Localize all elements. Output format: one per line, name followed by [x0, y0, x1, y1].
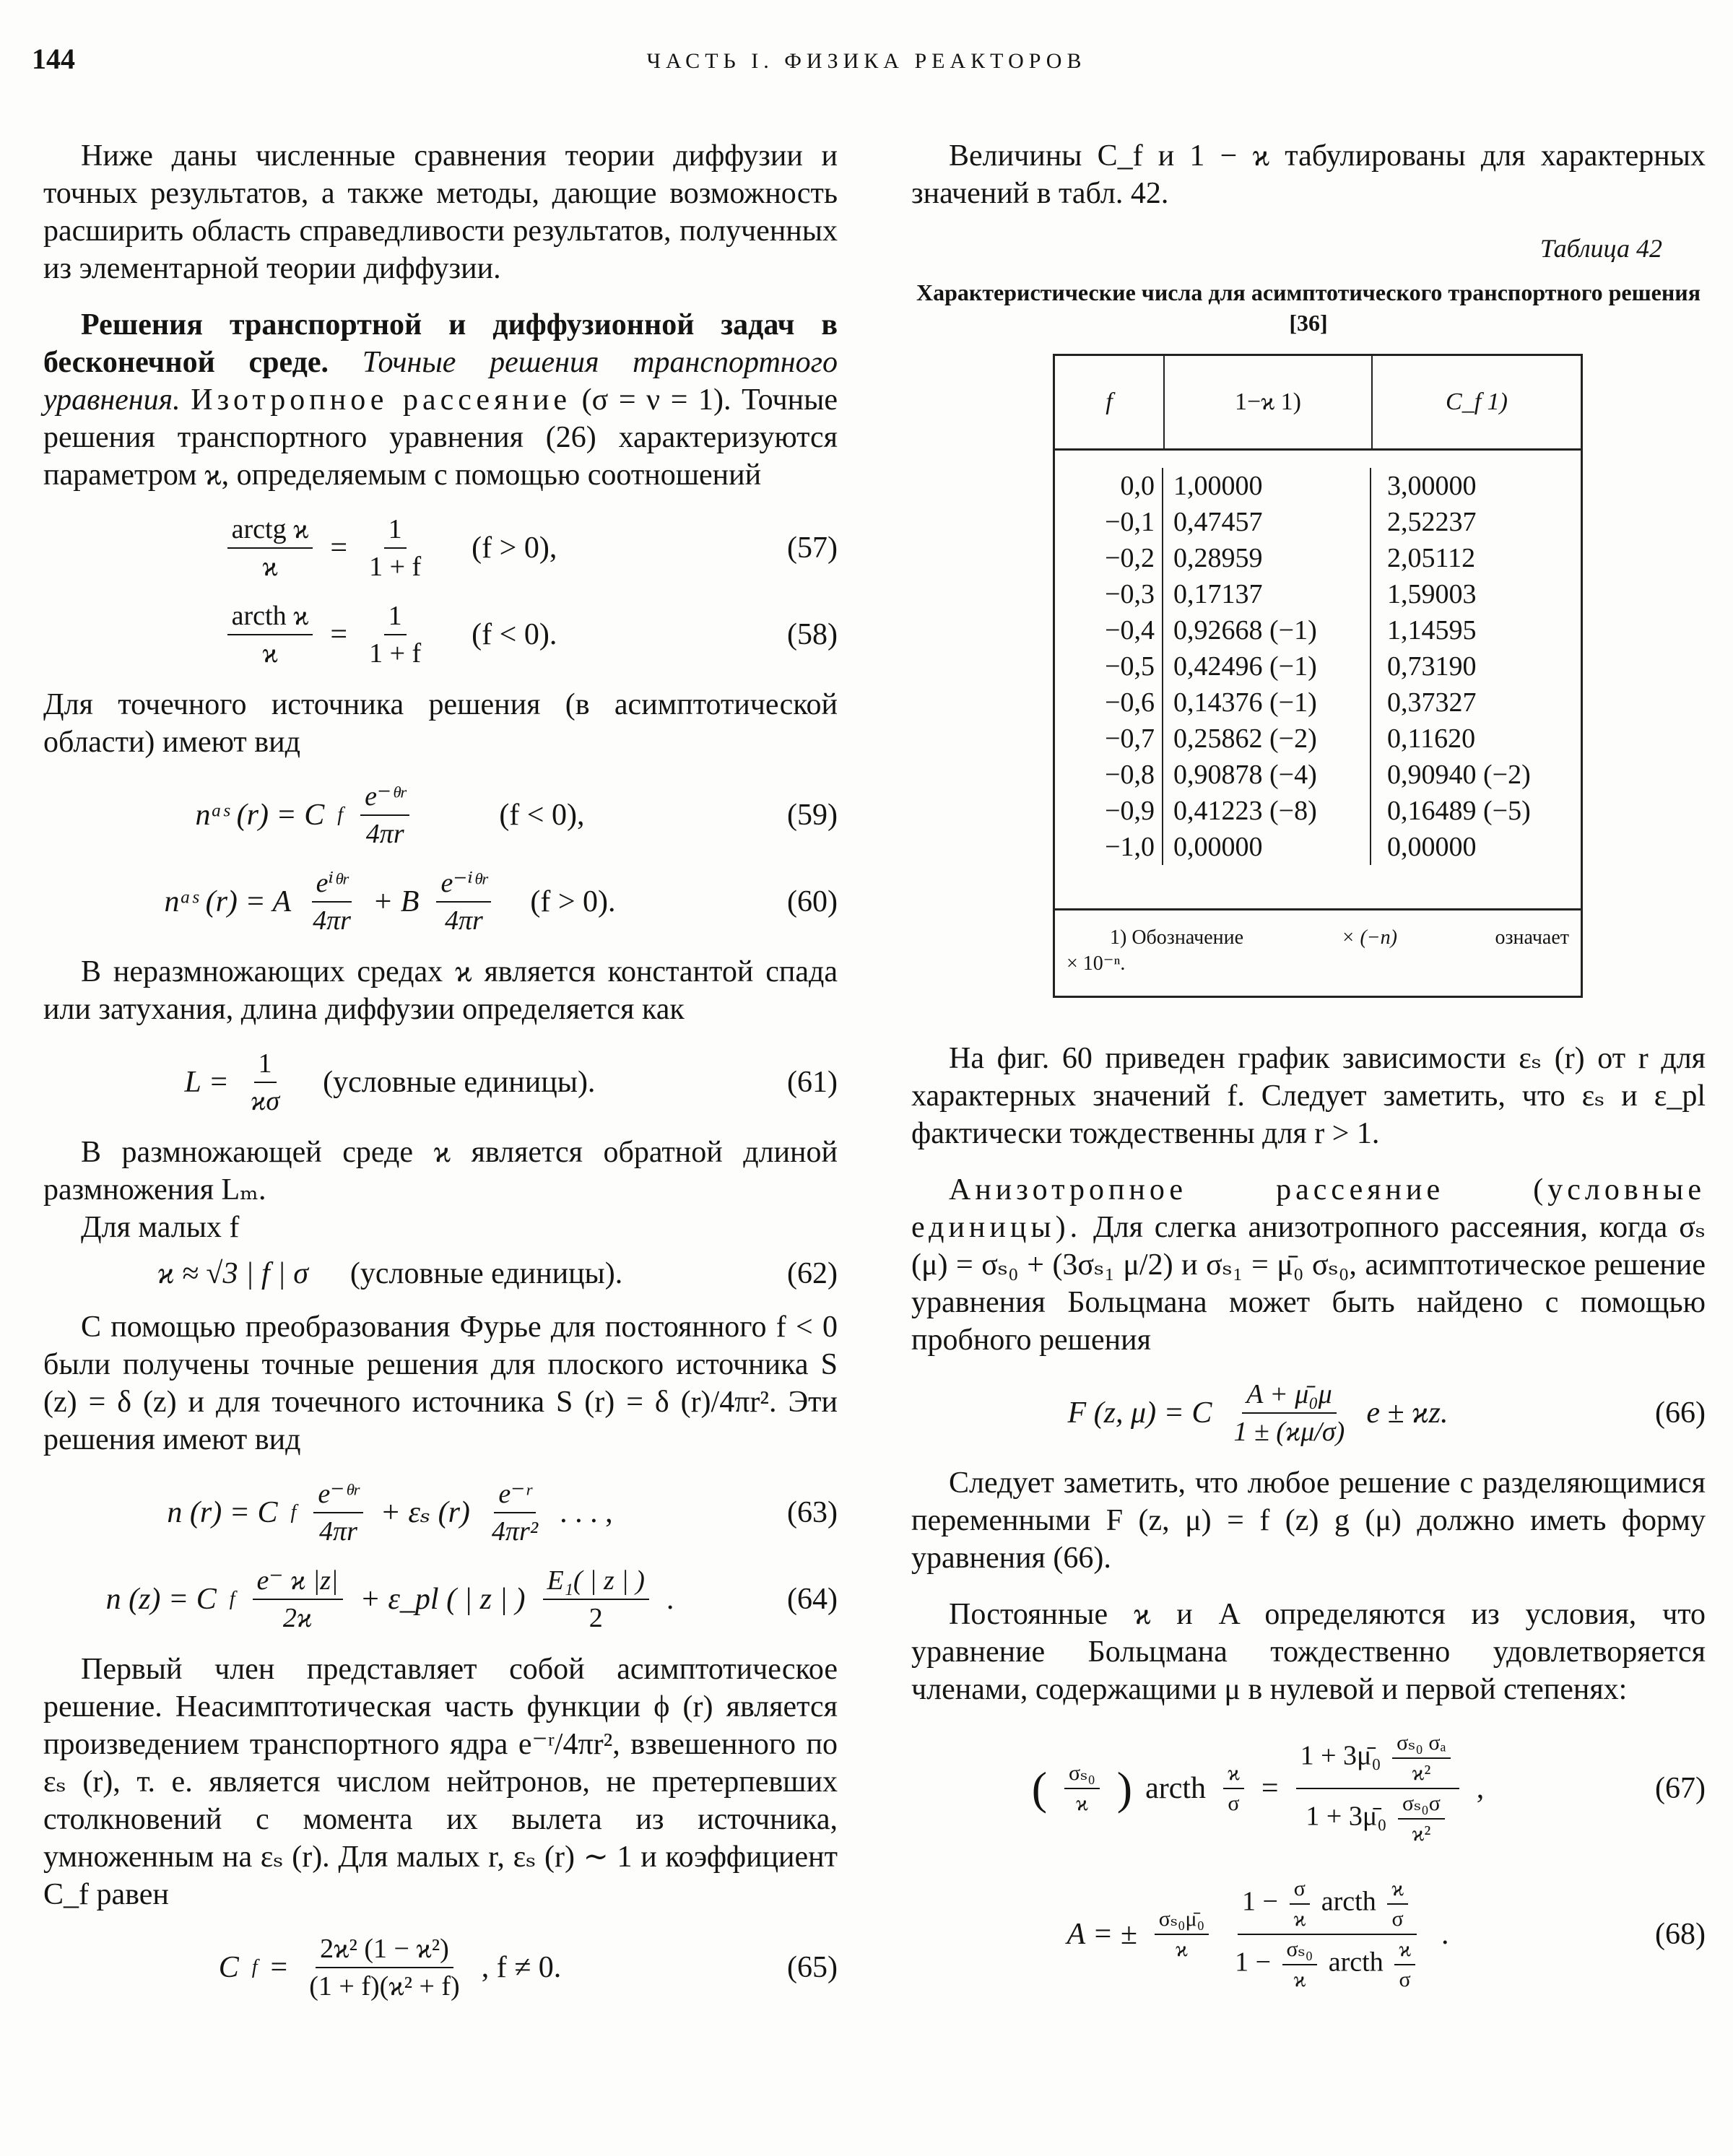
equation-59: nᵃˢ (r) = C f $\frac{\text{e⁻ᶿʳ}}{4\pi r}$ (f < 0), (59): [195, 781, 838, 849]
equation-63: n (r) = C f $\frac{\text{e⁻ᶿʳ}}{4\pi r}$ + εₛ (r) $\frac{\text{e⁻ʳ}}{\text{4πr²}}$ . . . , (63): [167, 1479, 838, 1547]
table-cell: −0,6: [1105, 687, 1155, 718]
table-cell: 0,73190: [1387, 651, 1477, 682]
paragraph-anisotropic: [911, 1171, 1706, 1359]
table-column-f: [1055, 468, 1163, 865]
equation-number: (63): [787, 1496, 838, 1529]
table-cell: 0,92668 (−1): [1173, 615, 1317, 646]
page-number: 144: [32, 43, 75, 75]
table-cell: −0,5: [1105, 651, 1155, 682]
spaced-term: Анизотропное рассеяние (условные единицы).: [911, 1173, 1706, 1244]
subsection-heading: Точные решения транспортного уравнения.: [43, 346, 838, 417]
paragraph-small-f: Для малых f: [81, 1211, 240, 1244]
equation-number: (66): [1655, 1396, 1706, 1430]
equation-number: (67): [1655, 1772, 1706, 1805]
table-cell: 0,42496 (−1): [1173, 651, 1317, 682]
table-cell: 3,00000: [1387, 471, 1477, 501]
equation-66: F (z, μ) = C $\frac{\text{A + μ̄₀μ}}{1 \pm (ϰ\mu/\sigma)}$ e ± ϰz. (66): [1067, 1379, 1706, 1447]
paragraph-text: (σ = ν = 1). Точные решения транспортного уравнения (26) характеризуются параметром ϰ, определяемым с помощью соотношений: [43, 383, 838, 492]
table-cell: 2,05112: [1387, 543, 1476, 573]
fraction: $\frac{e^- ϰ |z|}{2ϰ}$: [253, 1564, 343, 1635]
table-cell: −0,9: [1105, 796, 1155, 826]
table-body: [1055, 451, 1581, 908]
equation-number: (59): [787, 799, 838, 832]
table-cell: 0,0: [1120, 471, 1155, 501]
equation-62: ϰ ≈ √3 | f | σ (условные единицы). (62): [43, 1255, 838, 1292]
table-42: [1053, 354, 1583, 998]
table-column-1-kappa: [1163, 468, 1371, 865]
fraction: $\frac{\text{σₛ₀μ̄₀}}{ϰ}$: [1155, 1906, 1209, 1962]
table-cell: 0,37327: [1387, 687, 1477, 718]
table-cell: 0,16489 (−5): [1387, 796, 1531, 826]
table-header-cell: f: [1055, 356, 1165, 448]
fraction: $\frac{\text{e⁻ᶿʳ}}{4\pi r}$: [360, 780, 409, 851]
paragraph-point-source: Для точечного источника решения (в асимптотической области) имеют вид: [43, 688, 838, 759]
equation-65: C f = $\frac{\text{2ϰ² (1 − ϰ²)}}{\text{(1 + f)(ϰ² + f)}}$ , f ≠ 0. (65): [218, 1934, 838, 2001]
table-cell: −0,4: [1105, 615, 1155, 646]
table-cell: 0,25862 (−2): [1173, 723, 1317, 754]
paragraph-table-ref: Величины C_f и 1 − ϰ табулированы для характерных значений в табл. 42.: [911, 139, 1706, 210]
fraction: $\frac{\text{e⁻ᶿʳ}}{4\pi r}$: [313, 1477, 362, 1548]
running-head: ЧАСТЬ I. ФИЗИКА РЕАКТОРОВ: [646, 49, 1087, 73]
table-caption: Таблица 42: [1539, 234, 1662, 263]
equation-number: (62): [787, 1257, 838, 1290]
fraction: $\frac{\text{e⁻ʳ}}{\text{4πr²}}$: [491, 1479, 539, 1547]
fraction: $\frac{1}{1 + f}$: [369, 514, 422, 582]
equation-60: nᵃˢ (r) = A $\frac{\text{eⁱᶿʳ}}{4\pi r}$ + B $\frac{\text{e⁻ⁱᶿʳ}}{4\pi r}$ (f > 0). (60): [164, 868, 838, 936]
paragraph-figure-60: На фиг. 60 приведен график зависимости εₛ (r) от r для характерных значений f. Следует заметить, что εₛ и ε_pl фактически тождественны для r > 1.: [911, 1042, 1706, 1150]
fraction: $\frac{ϰ}{\sigma}$: [1223, 1760, 1244, 1817]
spaced-term: Изотропное рассеяние: [191, 383, 571, 417]
fraction: 1 + 3μ̄₀ $\frac{\text{σₛ₀ σₐ}}{\text{ϰ²}}$ 1 + 3μ̄₀ $\frac{\text{σₛ₀σ}}{\text{ϰ²}}$: [1296, 1730, 1459, 1847]
equation-number: (68): [1655, 1918, 1706, 1951]
table-cell: −0,2: [1105, 543, 1155, 573]
table-cell: 0,11620: [1387, 723, 1476, 754]
table-cell: 0,90878 (−4): [1173, 760, 1317, 790]
paragraph-fourier: С помощью преобразования Фурье для постоянного f < 0 были получены точные решения для плоского источника S (z) = δ (z) и для точечного источника S (r) = δ (r)/4πr². Эти решения имеют вид: [43, 1310, 838, 1456]
table-cell: −0,1: [1105, 507, 1155, 537]
paragraph-nonmultiplying: В неразмножающих средах ϰ является константой спада или затухания, длина диффузии определяется как: [43, 955, 838, 1026]
fraction: $\frac{\text{A + μ̄₀μ}}{1 \pm (ϰ\mu/\sigma)}$: [1233, 1379, 1345, 1447]
equation-67: ( $\frac{\text{σₛ₀}}{ϰ}$ ) arcth $\frac{ϰ}{\sigma}$ = 1 + 3μ̄₀ $\frac{\text{σₛ₀ σₐ}}{\text{ϰ²}}$ 1 + 3μ̄₀ $\frac{\text{σₛ₀σ}}{\text{ϰ²}}$ , (67): [1031, 1731, 1706, 1846]
paragraph-multiplying: В размножающей среде ϰ является обратной длиной размножения Lₘ.: [43, 1136, 838, 1207]
right-column: [911, 137, 1706, 2009]
equation-number: (57): [787, 531, 838, 565]
fraction: $\frac{\text{arctg ϰ}}{ϰ}$: [227, 513, 313, 583]
fraction: 1 − $\frac{\sigma}{ϰ}$ arcth $\frac{ϰ}{\sigma}$ 1 − $\frac{\text{σₛ₀}}{ϰ}$ arcth $\frac{ϰ}{\sigma}$: [1230, 1876, 1424, 1993]
paragraph-separable: Следует заметить, что любое решение с разделяющимися переменными F (z, μ) = f (z) g (μ) должно иметь форму уравнения (66).: [911, 1466, 1706, 1575]
section-heading: Решения транспортной и диффузионной задач в бесконечной среде.: [43, 308, 838, 379]
fraction: $\frac{\text{eⁱᶿʳ}}{4\pi r}$: [313, 868, 351, 936]
equation-61: L = $\frac{1}{ϰ\sigma}$ (условные единицы). (61): [184, 1048, 838, 1116]
equation-number: (58): [787, 618, 838, 651]
fraction: $\frac{\text{2ϰ² (1 − ϰ²)}}{\text{(1 + f)(ϰ² + f)}}$: [309, 1934, 460, 2001]
table-header-cell: 1−ϰ 1): [1165, 356, 1373, 448]
paragraph-section-heading: [43, 306, 838, 494]
table-cell: −0,8: [1105, 760, 1155, 790]
table-cell: −0,7: [1105, 723, 1155, 754]
fraction: $\frac{1}{1 + f}$: [369, 601, 422, 669]
table-title: Характеристические числа для асимптотического транспортного решения [36]: [916, 279, 1701, 336]
table-cell: 0,28959: [1173, 543, 1263, 573]
equation-number: (64): [787, 1583, 838, 1616]
table-cell: 1,14595: [1387, 615, 1477, 646]
fraction: $\frac{\text{arcth ϰ}}{ϰ}$: [227, 599, 313, 670]
equation-68: A = ± $\frac{\text{σₛ₀μ̄₀}}{ϰ}$ 1 − $\frac{\sigma}{ϰ}$ arcth $\frac{ϰ}{\sigma}$ 1 − $\frac{\text{σₛ₀}}{ϰ}$ arcth $\frac{ϰ}{\sigma}$ . (68): [1067, 1877, 1706, 1991]
table-cell: 1,59003: [1387, 579, 1477, 609]
fraction: $\frac{\text{E₁( | z | )}}{2}$: [543, 1564, 649, 1635]
table-cell: 0,00000: [1387, 832, 1477, 862]
table-cell: 2,52237: [1387, 507, 1477, 537]
table-cell: 0,17137: [1173, 579, 1263, 609]
table-cell: 0,14376 (−1): [1173, 687, 1317, 718]
table-header-cell: C_f 1): [1446, 388, 1508, 415]
paragraph-constants: Постоянные ϰ и A определяются из условия, что уравнение Больцмана тождественно удовлетворяется членами, содержащими μ в нулевой и первой степенях:: [911, 1598, 1706, 1706]
paragraph-text: Для слегка анизотропного рассеяния, когда σₛ (μ) = σₛ₀ + (3σₛ₁ μ/2) и σₛ₁ = μ̄₀ σₛ₀, асимптотическое решение уравнения Больцмана может быть найдено с помощью пробного решения: [911, 1211, 1706, 1357]
equation-58: $\frac{\text{arcth ϰ}}{ϰ}$ = $\frac{1}{1 + f}$ (f < 0). (58): [43, 599, 838, 670]
table-cell: 0,00000: [1173, 832, 1263, 862]
paragraph-intro: Ниже даны численные сравнения теории диффузии и точных результатов, а также методы, дающие возможность расширить область справедливости результатов, полученных из элементарной теории диффузии.: [43, 139, 838, 285]
table-cell: −0,3: [1105, 579, 1155, 609]
table-cell: 0,90940 (−2): [1387, 760, 1531, 790]
fraction: $\frac{1}{ϰ\sigma}$: [251, 1048, 280, 1116]
equation-57: $\frac{\text{arctg ϰ}}{ϰ}$ = $\frac{1}{1 + f}$ (f > 0), (57): [43, 513, 838, 583]
equation-number: (61): [787, 1066, 838, 1099]
table-column-cf: [1371, 468, 1581, 865]
fraction: $\frac{\text{σₛ₀}}{ϰ}$: [1064, 1760, 1100, 1817]
equation-number: (65): [787, 1951, 838, 1984]
table-cell: 1,00000: [1173, 471, 1263, 501]
table-cell: −1,0: [1105, 832, 1155, 862]
table-cell: 0,47457: [1173, 507, 1263, 537]
equation-number: (60): [787, 885, 838, 918]
left-column: [43, 137, 838, 2019]
table-header-row: [1055, 356, 1581, 451]
fraction: $\frac{\text{e⁻ⁱᶿʳ}}{4\pi r}$: [436, 866, 491, 937]
equation-64: n (z) = C f $\frac{e^- ϰ |z|}{2ϰ}$ + ε_pl ( | z | ) $\frac{\text{E₁( | z | )}}{2}$ . (64): [105, 1565, 838, 1633]
paragraph-first-term: Первый член представляет собой асимптотическое решение. Неасимптотическая часть функции ϕ (r) является произведением транспортного ядра e⁻ʳ/4πr², взвешенного по εₛ (r), т. е. является числом нейтронов, не претерпевших столкновений с момента их вылета из источника, умноженным на εₛ (r). Для малых r, εₛ (r) ∼ 1 и коэффициент C_f равен: [43, 1653, 838, 1911]
table-footnote: 1) Обозначение × (−n) означает × 10⁻ⁿ.: [1055, 908, 1581, 996]
table-cell: 0,41223 (−8): [1173, 796, 1317, 826]
